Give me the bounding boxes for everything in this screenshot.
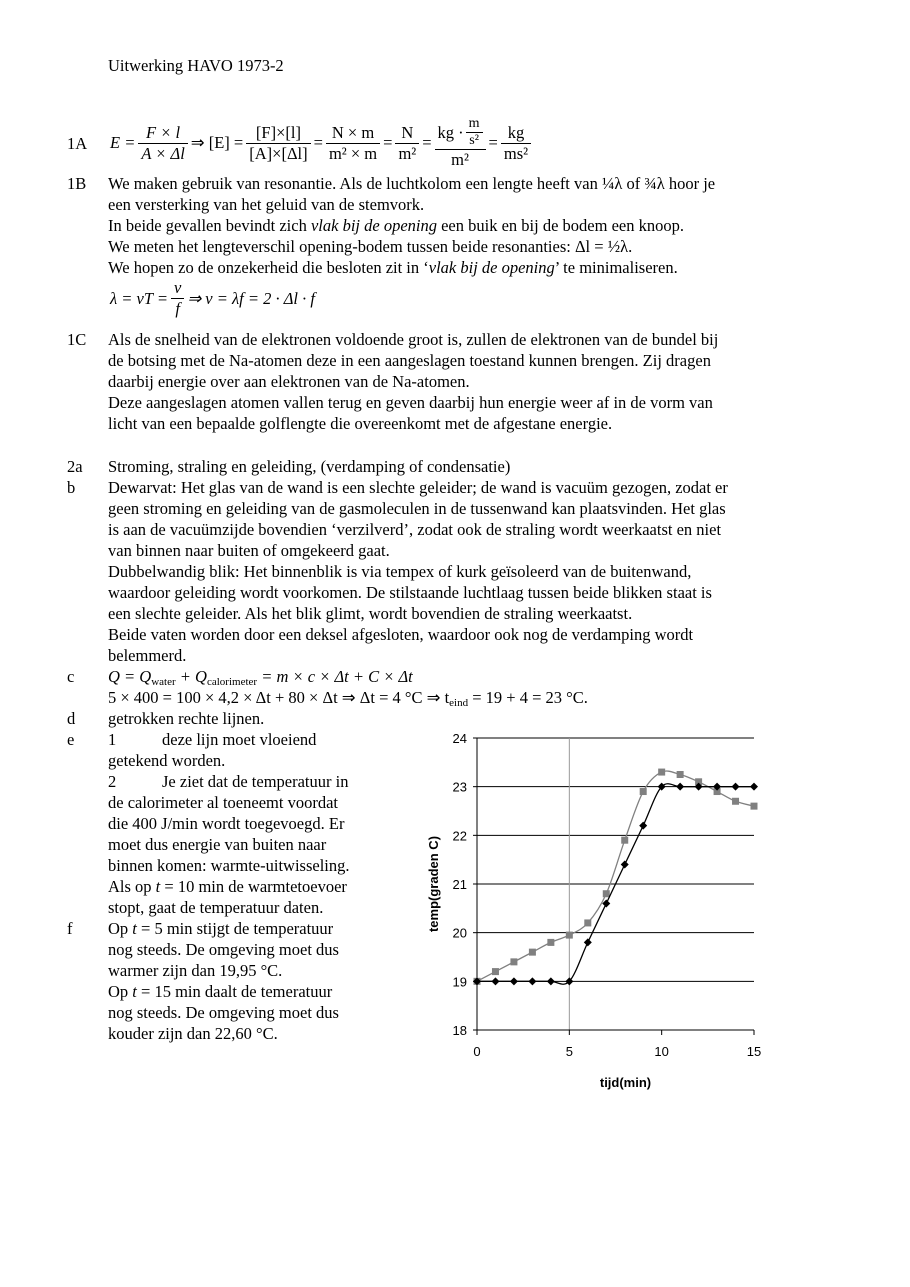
data-point-square [677,771,684,778]
data-point-square [529,949,536,956]
data-point-square [603,890,610,897]
data-point-square [751,803,758,810]
text-line: geen stroming en geleiding van de gasmoleculen in de tussenwand kan plaatsvinden. Het glas [108,499,726,518]
text-line: moet dus energie van buiten naar [108,835,327,854]
y-tick-label: 20 [452,925,467,941]
chart-labels [426,731,761,1090]
data-point-diamond [547,977,555,985]
text-line: Je ziet dat de temperatuur in [162,772,349,791]
text-line: van binnen naar buiten of omgekeerd gaat. [108,541,390,560]
data-point-square [621,837,628,844]
question-label-2b: b [67,478,76,497]
question-label-2a: 2a [67,457,83,476]
formula-1a [110,100,534,168]
question-label-2f: f [67,919,73,938]
x-axis-label: tijd(min) [599,1075,652,1090]
fraction: $\frac{v}{f}$ [171,278,184,319]
fraction: $\frac{N \times m}{\text{m² × m}}$ [326,123,380,164]
question-label-2e: e [67,730,75,749]
text-line: belemmerd. [108,646,187,665]
text-line: een versterking van het geluid van de stemvork. [108,195,425,214]
data-point-square [510,958,517,965]
data-point-square [547,939,554,946]
text-line: Dewarvat: Het glas van de wand is een slechte geleider; de wand is vacuüm gezogen, zodat er [108,478,728,497]
text-line: de calorimeter al toeneemt voordat [108,793,338,812]
data-point-diamond [750,783,758,791]
text-line: Beide vaten worden door een deksel afgesloten, waardoor ook nog de verdamping wordt [108,625,694,644]
question-label-2c: c [67,667,75,686]
text-line: We hopen zo de onzekerheid die besloten zit in ‘vlak bij de opening’ te minimaliseren. [108,258,678,277]
text-line: Op t = 5 min stijgt de temperatuur [108,919,334,938]
text-line: Stroming, straling en geleiding, (verdamping of condensatie) [108,457,511,476]
series-line [477,771,754,981]
text-line: warmer zijn dan 19,95 °C. [108,961,283,980]
text-line: die 400 J/min wordt toegevoegd. Er [108,814,345,833]
text-line: nog steeds. De omgeving moet dus [108,1003,339,1022]
text-line: Dubbelwandig blik: Het binnenblik is via tempex of kurk geïsoleerd van de buitenwand, [108,562,692,581]
formula-1b: λ = vT = $\frac{v}{f}$ ⇒ v = λf = 2 · Δl · f [110,278,315,318]
text-line: stopt, gaat de temperatuur daten. [108,898,324,917]
text-line: Als de snelheid van de elektronen voldoende groot is, zullen de elektronen van de bundel bij [108,330,719,349]
text-line: licht van een bepaalde golflengte die overeenkomt met de afgestane energie. [108,414,613,433]
data-point-square [492,968,499,975]
formula-2c-line1: $Q = Q_{water} + Q_{calorimeter} = m \times c \times \Delta t + C \times \Delta t$ [108,667,413,688]
fraction: $\frac{[F]\times[l]}{[A]\times[\Delta l]}$ [246,123,310,164]
formula-2c-line2: 5 × 400 = 100 × 4,2 × Δt + 80 × Δt ⇒ Δt = 4 °C ⇒ $t_{eind} = 19 + 4 = 23$ °C. [108,688,588,709]
item-number: 1 [108,730,117,749]
text-line: getekend worden. [108,751,226,770]
x-tick-label: 10 [654,1044,669,1059]
fraction: $\frac{kg}{\text{ms²}}$ [501,123,531,164]
fraction-nested: kg · $\frac{m}{\text{s²}}$ m² [435,116,486,170]
y-tick-label: 24 [452,731,467,746]
y-tick-label: 18 [452,1023,467,1038]
text-line: Op t = 15 min daalt de temeratuur [108,982,333,1001]
x-tick-label: 0 [473,1044,481,1059]
question-label-1a: 1A [67,134,88,153]
y-tick-label: 21 [452,877,467,892]
text-line: Als op t = 10 min de warmtetoevoer [108,877,347,896]
item-number: 2 [108,772,117,791]
question-label-2d: d [67,709,76,728]
question-label-1c: 1C [67,330,87,349]
data-point-square [658,769,665,776]
chart-series [473,769,758,986]
data-point-diamond [621,861,629,869]
data-point-diamond [584,938,592,946]
text-line: daarbij energie over aan elektronen van de Na-atomen. [108,372,470,391]
y-tick-label: 23 [452,779,467,795]
data-point-square [566,932,573,939]
text-line: is aan de vacuümzijde bovendien ‘verzilverd’, zodat ook de straling wordt weerkaatst en niet [108,520,722,539]
data-point-diamond [491,977,499,985]
x-tick-label: 5 [565,1044,573,1059]
question-label-1b: 1B [67,174,87,193]
y-tick-label: 19 [452,974,467,990]
formula-1a-eq: E = [110,133,136,152]
text-line: Deze aangeslagen atomen vallen terug en geven daarbij hun energie weer af in de vorm van [108,393,713,412]
text-line: de botsing met de Na-atomen deze in een aangeslagen toestand kunnen brengen. Zij dragen [108,351,711,370]
text-line: We meten het lengteverschil opening-bodem tussen beide resonanties: Δl = ½λ. [108,237,633,256]
y-axis-label: temp(graden C) [426,835,441,933]
y-tick-label: 22 [452,828,467,844]
fraction: $\frac{F \times l}{A \times \Delta l}$ [138,123,187,164]
data-point-diamond [639,822,647,830]
data-point-diamond [510,977,518,985]
equals: = [422,133,432,152]
text-line: waardoor geleiding wordt voorkomen. De stilstaande luchtlaag tussen beide blikken staat is [108,583,712,602]
temperature-chart [420,725,780,1095]
text-line: getrokken rechte lijnen. [108,709,265,728]
data-point-diamond [528,977,536,985]
x-tick-label: 15 [746,1044,762,1059]
data-point-square [732,798,739,805]
equals: = [488,133,498,152]
text-line: In beide gevallen bevindt zich vlak bij de opening een buik en bij de bodem een knoop. [108,216,684,235]
text-line: een slechte geleider. Als het blik glimt, wordt bovendien de straling weerkaatst. [108,604,633,623]
text-line: deze lijn moet vloeiend [162,730,317,749]
data-point-diamond [676,783,684,791]
fraction: $\frac{N}{\text{m²}}$ [395,123,419,164]
page-title: Uitwerking HAVO 1973-2 [108,56,284,75]
text-line: nog steeds. De omgeving moet dus [108,940,339,959]
data-point-diamond [732,783,740,791]
equals: = [383,133,393,152]
text-line: binnen komen: warmte-uitwisseling. [108,856,350,875]
text-line: We maken gebruik van resonantie. Als de luchtkolom een lengte heeft van ¼λ of ¾λ hoor je [108,174,716,193]
chart-axes [473,738,754,1035]
data-point-square [584,919,591,926]
equals: = [313,133,323,152]
formula-1a-arrow: ⇒ [E] = [190,133,244,152]
data-point-square [640,788,647,795]
text-line: kouder zijn dan 22,60 °C. [108,1024,278,1043]
